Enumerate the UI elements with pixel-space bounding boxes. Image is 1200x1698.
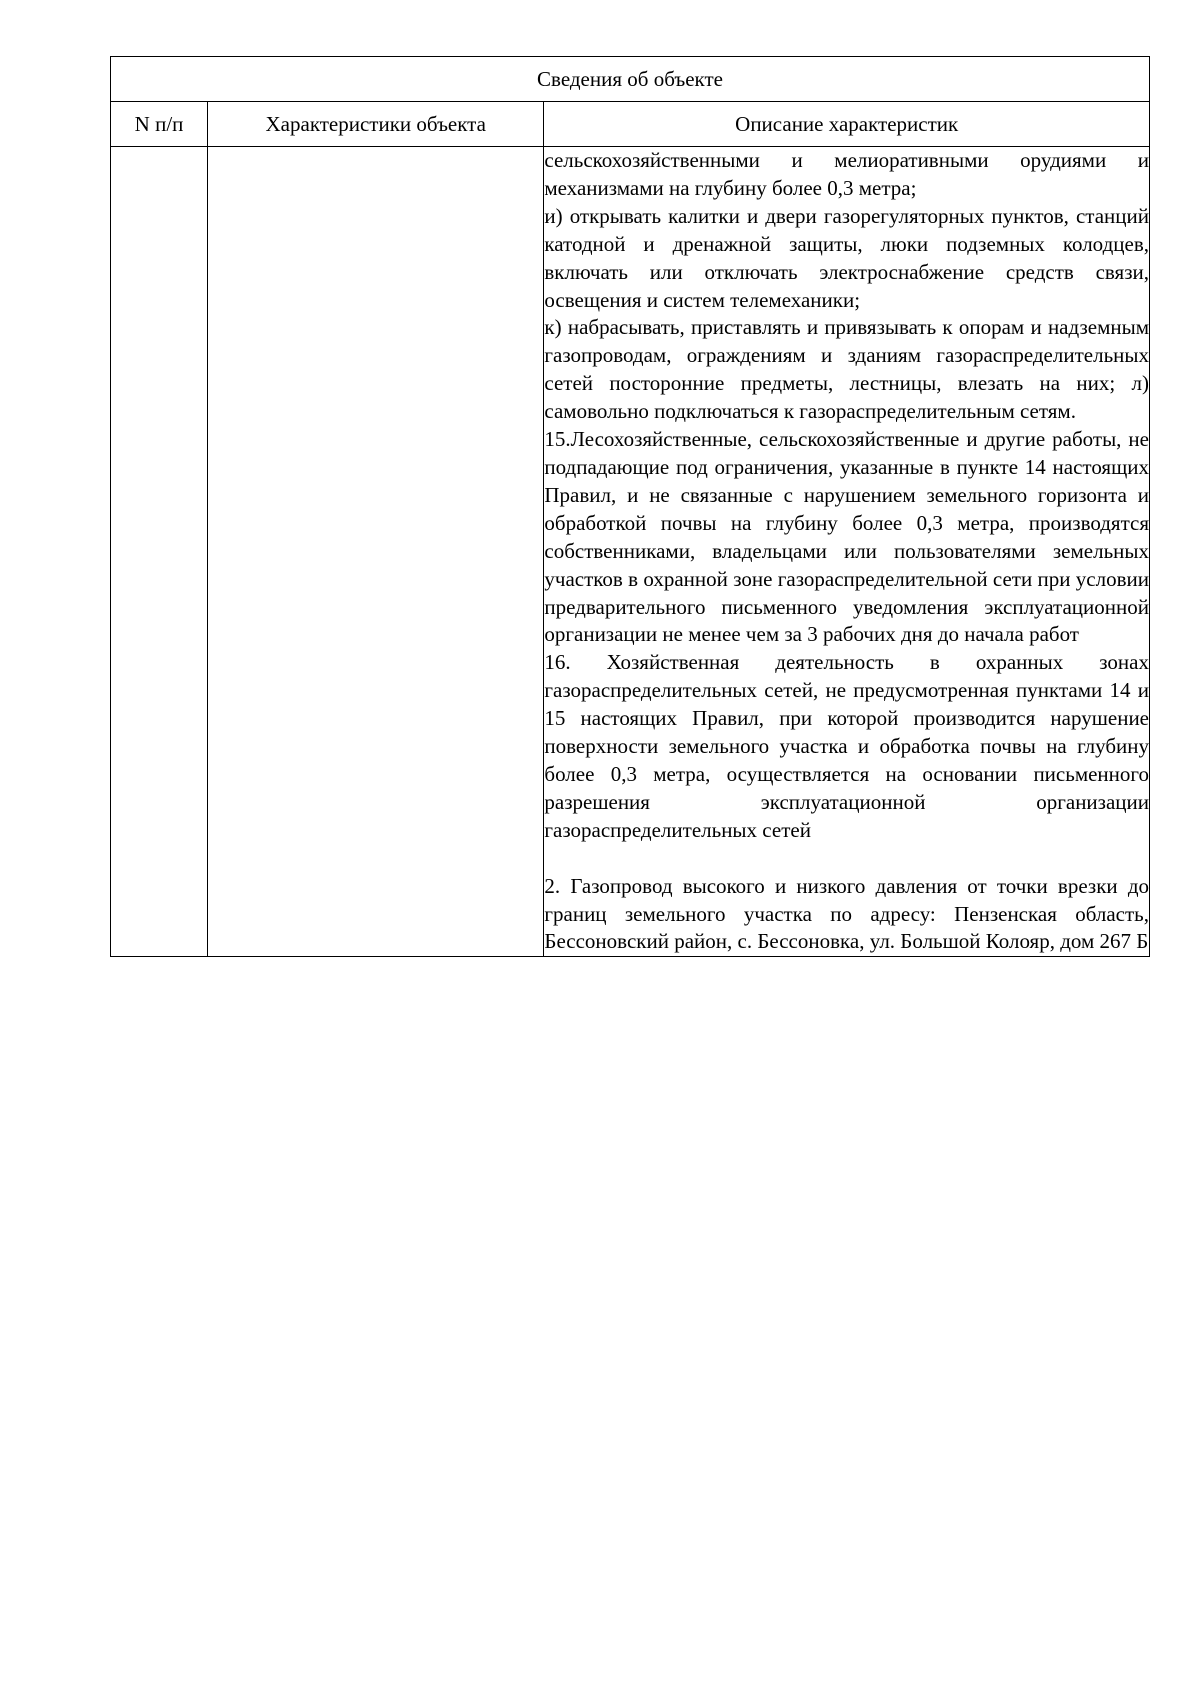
description-paragraph: к) набрасывать, приставлять и привязывать к опорам и надземным газопроводам, ограждениям и зданиям газораспределительных сетей посторонние предметы, лестницы, влезать на них; л) самовольно подключаться к газораспределительным сетям. bbox=[544, 315, 1149, 424]
row-description-cell bbox=[544, 147, 1150, 957]
header-description: Описание характеристик bbox=[544, 102, 1150, 147]
header-characteristics: Характеристики объекта bbox=[208, 102, 544, 147]
table-title: Сведения об объекте bbox=[111, 57, 1150, 102]
header-num: N п/п bbox=[111, 102, 208, 147]
description-paragraph: 16. Хозяйственная деятельность в охранных зонах газораспределительных сетей, не предусмотренная пунктами 14 и 15 настоящих Правил, при которой производится нарушение поверхности земельного участка и обработка почвы на глубину более 0,3 метра, осуществляется на основании письменного разрешения эксплуатационной организации газораспределительных сетей bbox=[544, 650, 1149, 842]
row-num-cell bbox=[111, 147, 208, 957]
description-paragraph: 15.Лесохозяйственные, сельскохозяйственные и другие работы, не подпадающие под ограничения, указанные в пункте 14 настоящих Правил, и не связанные с нарушением земельного горизонта и обработкой почвы на глубину более 0,3 метра, производятся собственниками, владельцами или пользователями земельных участков в охранной зоне газораспределительной сети при условии предварительного письменного уведомления эксплуатационной организации не менее чем за 3 рабочих дня до начала работ bbox=[544, 427, 1149, 647]
description-paragraph: 2. Газопровод высокого и низкого давления от точки врезки до границ земельного участка по адресу: Пензенская область, Бессоновский район, с. Бессоновка, ул. Большой Колояр, дом 267 Б bbox=[544, 873, 1149, 954]
table-header-row bbox=[111, 102, 1150, 147]
paragraph-spacer bbox=[544, 845, 1149, 873]
row-characteristics-cell bbox=[208, 147, 544, 957]
object-info-table bbox=[110, 56, 1150, 957]
table-title-row bbox=[111, 57, 1150, 102]
table-row bbox=[111, 147, 1150, 957]
description-paragraph: и) открывать калитки и двери газорегуляторных пунктов, станций катодной и дренажной защиты, люки подземных колодцев, включать или отключать электроснабжение средств связи, освещения и систем телемеханики; bbox=[544, 203, 1149, 312]
description-paragraph: сельскохозяйственными и мелиоративными орудиями и механизмами на глубину более 0,3 метра; bbox=[544, 148, 1149, 200]
